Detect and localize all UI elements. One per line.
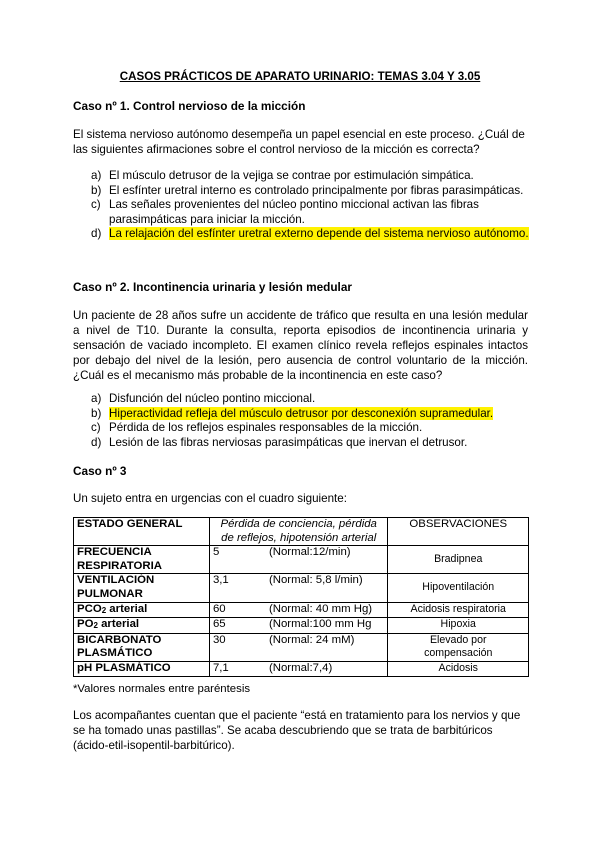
measured-value: 60	[212, 602, 226, 615]
highlighted-option-text: Hiperactividad refleja del músculo detrusor por desconexión supramedular.	[109, 406, 494, 420]
option-text: El músculo detrusor de la vejiga se contrae por estimulación simpática.	[109, 169, 474, 182]
table-row	[74, 633, 529, 661]
option-text: Pérdida de los reflejos espinales responsables de la micción.	[109, 421, 423, 434]
list-item	[91, 198, 531, 227]
option-text: El esfínter uretral interno es controlado principalmente por fibras parasimpáticas.	[109, 183, 524, 197]
table-row	[74, 602, 529, 618]
option-text: Disfunción del núcleo pontino miccional.	[109, 392, 316, 405]
param-main: PO	[77, 618, 94, 631]
value-cell	[209, 633, 388, 661]
document-title: CASOS PRÁCTICOS DE APARATO URINARIO: TEMAS 3.04 Y 3.05	[119, 70, 481, 83]
obs-cell: Elevado por compensación	[388, 633, 529, 661]
option-letter: c)	[91, 198, 101, 211]
obs-cell: Hipoventilación	[388, 574, 529, 602]
param-cell: FRECUENCIA RESPIRATORIA	[74, 546, 210, 574]
param-cell	[74, 618, 210, 634]
case3-heading: Caso nº 3	[73, 464, 127, 478]
value-cell	[209, 574, 388, 602]
case3-closing: Los acompañantes cuentan que el paciente “está en tratamiento para los nervios y que se ha tomado unas pastillas”. Se acaba descubriendo que se trata de barbitúricos (ácido-etil-isopentil-barbitúrico).	[73, 709, 521, 752]
option-text: Lesión de las fibras nerviosas parasimpáticas que inervan el detrusor.	[109, 435, 468, 449]
option-letter: b)	[91, 183, 102, 197]
normal-value: (Normal: 5,8 l/min)	[268, 574, 363, 587]
option-text: Las señales provenientes del núcleo pontino miccional activan las fibras parasimpáticas para iniciar la micción.	[109, 198, 479, 226]
list-item	[91, 421, 531, 436]
param-subscript: 2	[93, 621, 98, 631]
param-main: PCO	[77, 602, 102, 615]
table-row	[74, 546, 529, 574]
case2-options	[91, 392, 531, 450]
table-row	[74, 618, 529, 634]
table-header-row	[74, 518, 529, 546]
option-letter: b)	[91, 406, 102, 420]
header-cell: OBSERVACIONES	[388, 518, 529, 546]
table-row	[74, 574, 529, 602]
normal-value: (Normal:7,4)	[268, 661, 333, 674]
normal-value: (Normal: 40 mm Hg)	[268, 602, 373, 615]
param-cell: pH PLASMÁTICO	[74, 661, 210, 676]
list-item	[91, 227, 531, 242]
list-item	[91, 436, 531, 451]
obs-cell: Bradipnea	[388, 546, 529, 574]
case1-options	[91, 169, 531, 242]
list-item	[91, 407, 531, 422]
header-cell: Pérdida de conciencia, pérdida de reflejos, hipotensión arterial	[209, 518, 388, 546]
clinical-data-table	[73, 517, 529, 677]
param-cell: BICARBONATO PLASMÁTICO	[74, 633, 210, 661]
option-letter: d)	[91, 435, 102, 449]
measured-value: 5	[212, 546, 220, 559]
option-letter: d)	[91, 227, 102, 240]
measured-value: 3,1	[212, 574, 229, 587]
value-cell	[209, 602, 388, 618]
param-rest: arterial	[106, 602, 148, 615]
highlighted-option-text: La relajación del esfínter uretral externo depende del sistema nervioso autónomo.	[109, 227, 529, 240]
case3-intro: Un sujeto entra en urgencias con el cuadro siguiente:	[73, 492, 347, 505]
obs-cell: Acidosis respiratoria	[388, 602, 529, 618]
measured-value: 30	[212, 633, 226, 646]
measured-value: 7,1	[212, 661, 229, 674]
normal-value: (Normal:100 mm Hg	[268, 618, 372, 631]
case2-question: Un paciente de 28 años sufre un accidente de tráfico que resulta en una lesión medular a nivel de T10. Durante la consulta, reporta episodios de incontinencia urinaria y sensación de vaciado incompleto. El examen clínico revela reflejos espinales intactos por debajo del nivel de la lesión, pero ausencia de control voluntario de la micción. ¿Cuál es el mecanismo más probable de la incontinencia en este caso?	[73, 309, 528, 382]
param-cell	[74, 602, 210, 618]
param-rest: arterial	[97, 618, 140, 631]
obs-cell: Hipoxia	[388, 618, 529, 634]
value-cell	[209, 661, 388, 676]
case1-question: El sistema nervioso autónomo desempeña un papel esencial en este proceso. ¿Cuál de las siguientes afirmaciones sobre el control nervioso de la micción es correcta?	[73, 128, 525, 156]
list-item	[91, 169, 531, 184]
list-item	[91, 392, 531, 407]
param-cell: VENTILACIÓN PULMONAR	[74, 574, 210, 602]
normal-value: (Normal:12/min)	[268, 546, 351, 559]
measured-value: 65	[212, 618, 226, 631]
option-letter: c)	[91, 421, 101, 434]
table-row	[74, 661, 529, 676]
option-letter: a)	[91, 392, 102, 405]
normal-value: (Normal: 24 mM)	[268, 633, 355, 646]
value-cell	[209, 618, 388, 634]
case1-heading: Caso nº 1. Control nervioso de la micción	[73, 99, 306, 113]
header-cell: ESTADO GENERAL	[74, 518, 210, 546]
param-subscript: 2	[101, 605, 107, 615]
table-footnote: *Valores normales entre paréntesis	[73, 683, 251, 695]
list-item	[91, 184, 531, 199]
option-letter: a)	[91, 169, 102, 182]
value-cell	[209, 546, 388, 574]
obs-cell: Acidosis	[388, 661, 529, 676]
case2-heading: Caso nº 2. Incontinencia urinaria y lesión medular	[73, 280, 352, 294]
